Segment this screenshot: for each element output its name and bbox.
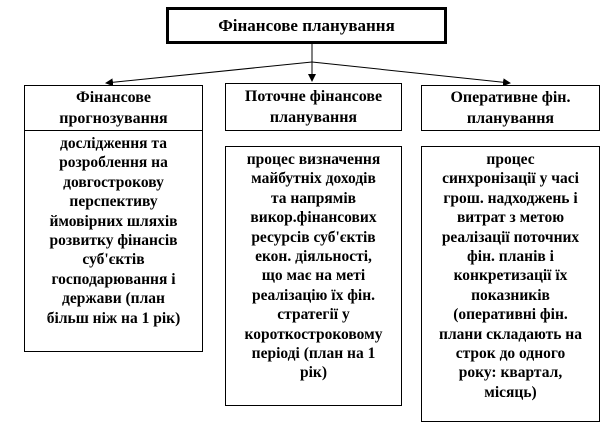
forecasting-line: дослідження та [60,135,167,152]
operative-planning-line: місяць) [484,383,537,401]
operative-planning-line: синхронізації у часі [442,170,579,188]
operative-planning-line: показників [471,286,550,304]
forecasting-line: розвитку фінансів [49,232,178,250]
current-planning-line: екон. діяльності, [255,248,372,266]
operative-planning-line: грош. надходжень і [443,189,578,207]
forecasting-line: суб'єктів [82,251,145,269]
root-box [166,7,447,44]
current-planning-line: та напрямів [270,189,357,207]
operative-planning-line: процес [486,151,535,168]
operative-planning-line: реалізації поточних [441,228,580,246]
forecasting-description-box [24,130,203,352]
arrow-to-operative [312,62,510,83]
operative-planning-line: конкретизації їх [453,267,568,285]
forecasting-line: господарювання і [51,270,176,288]
current-planning-heading-line: планування [269,109,358,126]
current-planning-line: періоді (план на 1 [251,345,376,363]
forecasting-line: довгострокову [63,173,164,191]
current-planning-line: реалізацію їх фін. [251,286,376,304]
forecasting-line: держави (план [62,290,165,308]
operative-planning-line: витрат з метою [456,209,565,227]
operative-planning-heading-line: Оперативне фін. [450,89,571,106]
forecasting-line: більш ніж на 1 рік) [46,309,181,327]
operative-planning-line: плани складають на [439,325,582,343]
current-planning-line: короткостроковому [244,325,383,343]
operative-planning-description-box [421,146,600,422]
current-planning-heading-box [225,83,402,131]
operative-planning-line: фін. планів і [467,248,554,266]
operative-planning-line: (оперативні фін. [453,306,568,324]
current-planning-description-box [225,146,402,406]
forecasting-heading-line: Фінансове [75,89,152,106]
arrow-to-forecasting [106,62,312,83]
operative-planning-line: року: квартал, [458,364,563,382]
forecasting-line: ймовірних шляхів [49,212,178,230]
current-planning-heading-line: Поточне фінансове [244,88,383,105]
forecasting-heading-line: прогнозування [59,110,168,127]
forecasting-line: перспективу [69,193,158,211]
operative-planning-heading-box [421,85,600,131]
operative-planning-line: строк до одного [455,345,566,363]
forecasting-heading-box [24,85,203,131]
current-planning-line: викор.фінансових [250,209,377,227]
current-planning-line: що має на меті [261,267,366,285]
forecasting-line: розроблення на [59,154,168,172]
current-planning-line: стратегії у [277,306,350,324]
operative-planning-heading-line: планування [466,110,555,127]
current-planning-line: процес визначення [246,151,381,168]
current-planning-line: рік) [299,364,328,382]
root-title: Фінансове планування [218,15,395,35]
current-planning-line: ресурсів суб'єктів [251,228,376,246]
current-planning-line: майбутніх доходів [251,170,376,188]
